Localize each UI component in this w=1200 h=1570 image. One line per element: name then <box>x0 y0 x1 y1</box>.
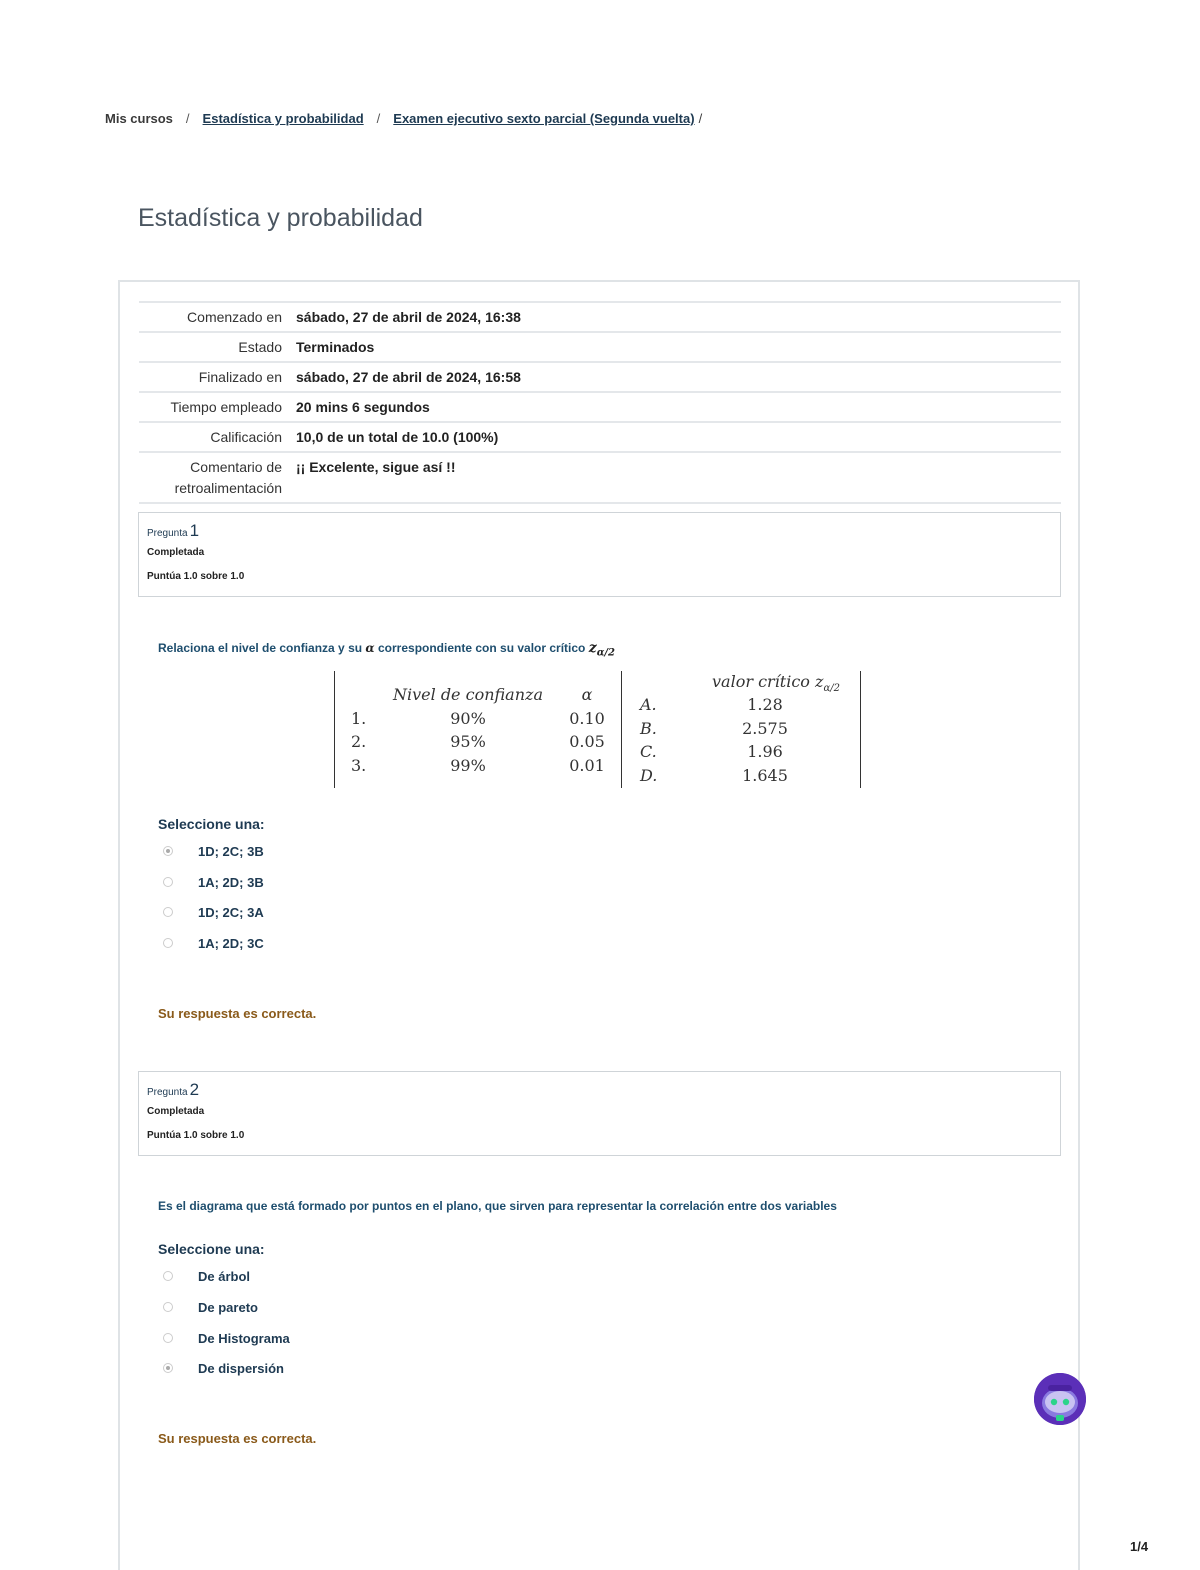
z-symbol: z <box>588 640 597 656</box>
answer-option-label: De árbol <box>198 1268 251 1284</box>
select-one-prompt: Seleccione una: <box>158 816 265 832</box>
answer-option-label: 1D; 2C; 3A <box>198 904 264 920</box>
confidence-levels <box>334 671 622 788</box>
page-number: 1/4 <box>1130 1539 1149 1554</box>
radio-icon[interactable] <box>163 846 173 856</box>
question-grade: Puntúa 1.0 sobre 1.0 <box>147 1130 245 1141</box>
summary-value: 20 mins 6 segundos <box>296 399 430 415</box>
answer-option-label: De Histograma <box>198 1330 290 1346</box>
summary-value: 10,0 de un total de 10.0 (100%) <box>296 429 499 445</box>
summary-row <box>139 452 1061 503</box>
summary-value: sábado, 27 de abril de 2024, 16:58 <box>296 369 521 385</box>
header-critical-value: valor crítico $z_{\alpha/2}$ <box>712 672 840 695</box>
summary-value: ¡¡ Excelente, sigue así !! <box>296 459 456 475</box>
question-grade: Puntúa 1.0 sobre 1.0 <box>147 571 245 582</box>
question-state: Completada <box>147 1106 205 1117</box>
matching-row: 1. 90% 0.10 <box>351 708 605 728</box>
attempt-summary-table <box>139 301 1061 504</box>
summary-label: Calificación <box>210 429 282 445</box>
radio-icon[interactable] <box>163 1271 173 1281</box>
answer-option-label: 1A; 2D; 3C <box>198 935 264 951</box>
answer-option-label: De dispersión <box>198 1360 284 1376</box>
breadcrumb-my-courses[interactable]: Mis cursos <box>105 111 173 126</box>
question-2-info <box>138 1071 1061 1156</box>
radio-icon[interactable] <box>163 938 173 948</box>
radio-icon[interactable] <box>163 1333 173 1343</box>
question-number: Pregunta 1 <box>147 521 200 540</box>
question-1-info <box>138 512 1061 597</box>
summary-row <box>139 422 1061 452</box>
answer-option[interactable] <box>163 872 264 892</box>
question-feedback: Su respuesta es correcta. <box>158 1006 317 1021</box>
question-2-text: Es el diagrama que está formado por puntos en el plano, que sirven para representar la correlación entre dos variables <box>158 1199 837 1213</box>
answer-option-label: 1D; 2C; 3B <box>198 843 264 859</box>
summary-label: Estado <box>238 339 282 355</box>
critical-row: B. 2.575 <box>640 718 788 738</box>
answer-option-label: 1A; 2D; 3B <box>198 874 264 890</box>
radio-icon[interactable] <box>163 877 173 887</box>
critical-row: A. 1.28 <box>640 695 783 715</box>
page-title: Estadística y probabilidad <box>138 204 423 232</box>
answer-option[interactable] <box>163 1358 284 1378</box>
radio-icon[interactable] <box>163 907 173 917</box>
question-number: Pregunta 2 <box>147 1080 200 1099</box>
answer-option[interactable] <box>163 933 264 953</box>
summary-label: Finalizado en <box>198 369 282 385</box>
matching-row: 3. 99% 0.01 <box>351 755 605 775</box>
answer-option[interactable] <box>163 1297 258 1317</box>
question-1-text: Relaciona el nivel de confianza y su α correspondiente con su valor crítico $z_{\alpha/2}$ <box>158 640 615 659</box>
summary-row <box>139 392 1061 422</box>
question-feedback: Su respuesta es correcta. <box>158 1431 317 1446</box>
breadcrumb-separator: / <box>376 111 381 126</box>
summary-row <box>139 332 1061 362</box>
critical-values <box>622 671 861 788</box>
breadcrumb-exam-link[interactable]: Examen ejecutivo sexto parcial (Segunda vuelta) <box>393 111 695 126</box>
alpha-symbol: α <box>365 641 375 655</box>
answer-option[interactable] <box>163 902 264 922</box>
header-confidence: Nivel de confianza <box>392 685 543 705</box>
summary-row <box>139 362 1061 392</box>
breadcrumb-separator: / <box>698 111 703 126</box>
answer-option[interactable] <box>163 1328 290 1348</box>
breadcrumb <box>105 111 702 126</box>
chat-assistant-button[interactable] <box>1034 1373 1086 1425</box>
summary-label: Comentario de retroalimentación <box>174 459 282 496</box>
critical-row: C. 1.96 <box>640 742 783 762</box>
radio-icon[interactable] <box>163 1302 173 1312</box>
answer-option-label: De pareto <box>198 1299 258 1315</box>
header-alpha: α <box>581 685 593 705</box>
summary-label: Comenzado en <box>187 309 282 325</box>
matching-row: 2. 95% 0.05 <box>351 732 605 752</box>
summary-row <box>139 302 1061 332</box>
matching-table <box>334 671 861 788</box>
answer-option[interactable] <box>163 1266 250 1286</box>
breadcrumb-separator: / <box>185 111 190 126</box>
summary-value: sábado, 27 de abril de 2024, 16:38 <box>296 309 521 325</box>
question-state: Completada <box>147 547 205 558</box>
robot-assistant-icon <box>1034 1373 1086 1425</box>
breadcrumb-course-link[interactable]: Estadística y probabilidad <box>202 111 364 126</box>
radio-icon[interactable] <box>163 1363 173 1373</box>
critical-row: D. 1.645 <box>640 765 788 785</box>
answer-option[interactable] <box>163 841 264 861</box>
summary-value: Terminados <box>296 339 375 355</box>
summary-label: Tiempo empleado <box>170 399 282 415</box>
select-one-prompt: Seleccione una: <box>158 1241 265 1257</box>
